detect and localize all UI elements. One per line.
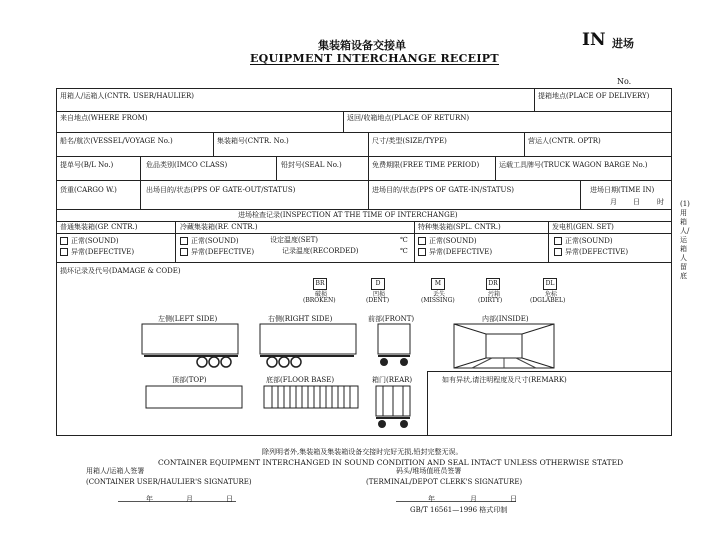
row-divider <box>56 156 671 157</box>
checkbox[interactable] <box>60 237 68 245</box>
damage-code-dirty-cn: 污箱 <box>488 291 501 298</box>
checkbox[interactable] <box>60 248 68 256</box>
damage-code-broken-en: (BROKEN) <box>303 297 336 304</box>
inspection-title: 进场检查记录(INSPECTION AT THE TIME OF INTERCHANGE) <box>238 211 458 219</box>
clerk-signature-label-cn: 码头/堆场值班员签署 <box>396 467 462 475</box>
size-type-label: 尺寸/类型(SIZE/TYPE) <box>372 137 447 145</box>
clerk-date-month: 月 <box>470 495 477 503</box>
spl-sound-option[interactable]: 正常(SOUND) <box>418 237 477 245</box>
row-divider <box>56 180 671 181</box>
time-in-hour: 时 <box>657 198 664 206</box>
imco-class-label: 危品类别(IMCO CLASS) <box>146 161 228 169</box>
user-date-line <box>118 501 236 502</box>
rf-container-label: 冷藏集装箱(RF. CNTR.) <box>180 223 258 231</box>
col-divider <box>580 180 581 209</box>
standard-label: GB/T 16561—1996 格式印制 <box>410 506 508 514</box>
damage-code-missing-en: (MISSING) <box>421 297 455 304</box>
top-diagram <box>144 384 246 410</box>
damage-code-dirty: DR <box>486 278 500 290</box>
gp-defective-option[interactable]: 异常(DEFECTIVE) <box>60 248 134 256</box>
title-english: EQUIPMENT INTERCHANGE RECEIPT <box>250 52 499 65</box>
place-of-delivery-label: 提箱地点(PLACE OF DELIVERY) <box>538 92 650 100</box>
checkbox[interactable] <box>418 248 426 256</box>
checkbox[interactable] <box>418 237 426 245</box>
col-divider <box>343 111 344 132</box>
col-divider <box>414 221 415 262</box>
col-divider <box>524 132 525 156</box>
col-divider <box>140 180 141 209</box>
time-in-day: 日 <box>633 198 640 206</box>
damage-code-missing: M <box>431 278 445 290</box>
floor-base-diagram <box>262 384 362 410</box>
col-divider <box>213 132 214 156</box>
where-from-label: 来自地点(WHERE FROM) <box>60 114 148 122</box>
front-diagram <box>376 322 414 372</box>
damage-code-missing-cn: 丢失 <box>433 291 446 298</box>
col-divider <box>140 156 141 180</box>
damage-code-dent-en: (DENT) <box>366 297 390 304</box>
right-side-diagram <box>256 322 358 374</box>
spl-container-label: 特种集装箱(SPL. CNTR.) <box>418 223 501 231</box>
vessel-voyage-label: 船名/航次(VESSEL/VOYAGE No.) <box>60 137 173 145</box>
cntr-user-label: 用箱人/运箱人(CNTR. USER/HAULIER) <box>60 92 194 100</box>
damage-code-title: 损坏记录及代号(DAMAGE & CODE) <box>60 267 181 275</box>
free-time-period-label: 免费期限(FREE TIME PERIOD) <box>372 161 480 169</box>
gen-set-label: 发电机(GEN. SET) <box>552 223 614 231</box>
gate-in-status-label: 进场目的/状态(PPS OF GATE-IN/STATUS) <box>372 186 514 194</box>
container-number-label: 集装箱号(CNTR. No.) <box>217 137 289 145</box>
clerk-signature-label-en: (TERMINAL/DEPOT CLERK'S SIGNATURE) <box>366 478 523 486</box>
row-divider <box>56 209 671 210</box>
floor-base-label: 底部(FLOOR BASE) <box>266 376 335 384</box>
rf-sound-option[interactable]: 正常(SOUND) <box>180 237 239 245</box>
gate-out-status-label: 出场目的/状态(PPS OF GATE-OUT/STATUS) <box>146 186 296 194</box>
seal-number-label: 铅封号(SEAL No.) <box>281 161 342 169</box>
remark-label: 如有异状,请注明程度及尺寸(REMARK) <box>442 376 567 384</box>
interchange-note-en: CONTAINER EQUIPMENT INTERCHANGED IN SOUND CONDITION AND SEAL INTACT UNLESS OTHERWISE STATED <box>158 458 624 467</box>
spl-defective-option[interactable]: 异常(DEFECTIVE) <box>418 248 492 256</box>
col-divider <box>534 88 535 111</box>
place-of-return-label: 返回/收箱地点(PLACE OF RETURN) <box>347 114 470 122</box>
checkbox[interactable] <box>180 248 188 256</box>
title-chinese: 集装箱设备交接单 <box>318 39 406 52</box>
damage-code-dirty-en: (DIRTY) <box>478 297 503 304</box>
gen-sound-option[interactable]: 正常(SOUND) <box>554 237 613 245</box>
bill-of-lading-label: 提单号(B/L No.) <box>60 161 114 169</box>
damage-code-dglabel-cn: 危标 <box>545 291 558 298</box>
col-divider <box>495 156 496 180</box>
truck-wagon-label: 运载工具牌号(TRUCK WAGON BARGE No.) <box>499 161 648 169</box>
damage-code-broken: BR <box>313 278 327 290</box>
col-divider <box>548 221 549 262</box>
left-side-diagram <box>140 322 242 374</box>
user-date-day: 日 <box>226 495 233 503</box>
in-chinese-label: 进场 <box>612 37 634 50</box>
checkbox[interactable] <box>554 237 562 245</box>
damage-code-dent: D <box>371 278 385 290</box>
recorded-temperature-unit: ℃ <box>400 247 408 255</box>
recorded-temperature-label: 记录温度(RECORDED) <box>282 247 359 255</box>
user-date-month: 月 <box>186 495 193 503</box>
checkbox[interactable] <box>554 248 562 256</box>
rear-diagram <box>374 384 414 430</box>
row-divider <box>56 132 671 133</box>
set-temperature-label: 设定温度(SET) <box>270 236 319 244</box>
row-divider <box>56 221 671 222</box>
right-side-label: 右侧(RIGHT SIDE) <box>268 315 333 323</box>
gp-sound-option[interactable]: 正常(SOUND) <box>60 237 119 245</box>
top-label: 顶部(TOP) <box>172 376 207 384</box>
gp-container-label: 普通集装箱(GP. CNTR.) <box>60 223 138 231</box>
clerk-date-line <box>396 501 516 502</box>
col-divider <box>368 132 369 156</box>
set-temperature-unit: ℃ <box>400 236 408 244</box>
rf-defective-option[interactable]: 异常(DEFECTIVE) <box>180 248 254 256</box>
inside-label: 内部(INSIDE) <box>482 315 529 323</box>
checkbox[interactable] <box>180 237 188 245</box>
row-divider <box>56 262 671 263</box>
clerk-date-day: 日 <box>510 495 517 503</box>
damage-code-broken-cn: 破损 <box>315 291 328 298</box>
left-side-label: 左侧(LEFT SIDE) <box>158 315 218 323</box>
row-divider <box>56 111 671 112</box>
clerk-date-year: 年 <box>428 495 435 503</box>
damage-code-dent-cn: 凹损 <box>373 291 386 298</box>
col-divider <box>368 180 369 209</box>
container-operator-label: 营运人(CNTR. OPTR) <box>528 137 601 145</box>
damage-code-dglabel: DL <box>543 278 557 290</box>
gen-defective-option[interactable]: 异常(DEFECTIVE) <box>554 248 628 256</box>
user-date-year: 年 <box>146 495 153 503</box>
time-in-label: 进场日期(TIME IN) <box>590 186 655 194</box>
user-signature-label-en: (CONTAINER USER/HAULIER'S SIGNATURE) <box>86 478 252 486</box>
cargo-weight-label: 货重(CARGO W.) <box>60 186 117 194</box>
col-divider <box>368 156 369 180</box>
row-divider <box>56 233 671 234</box>
copy-side-note: (1) 用箱人/运箱人留底 <box>680 200 690 280</box>
col-divider <box>276 156 277 180</box>
damage-code-dglabel-en: (DGLABEL) <box>530 297 566 304</box>
front-label: 前部(FRONT) <box>368 315 415 323</box>
in-label: IN <box>582 30 606 50</box>
time-in-month: 月 <box>610 198 617 206</box>
user-signature-label-cn: 用箱人/运箱人签署 <box>86 467 145 475</box>
rear-label: 箱门(REAR) <box>372 376 413 384</box>
interchange-note-cn: 除列明者外,集装箱及集装箱设备交接时完好无损,铅封完整无误。 <box>262 448 463 456</box>
inside-diagram <box>452 322 556 370</box>
receipt-number-label: No. <box>617 77 632 86</box>
col-divider <box>175 221 176 262</box>
